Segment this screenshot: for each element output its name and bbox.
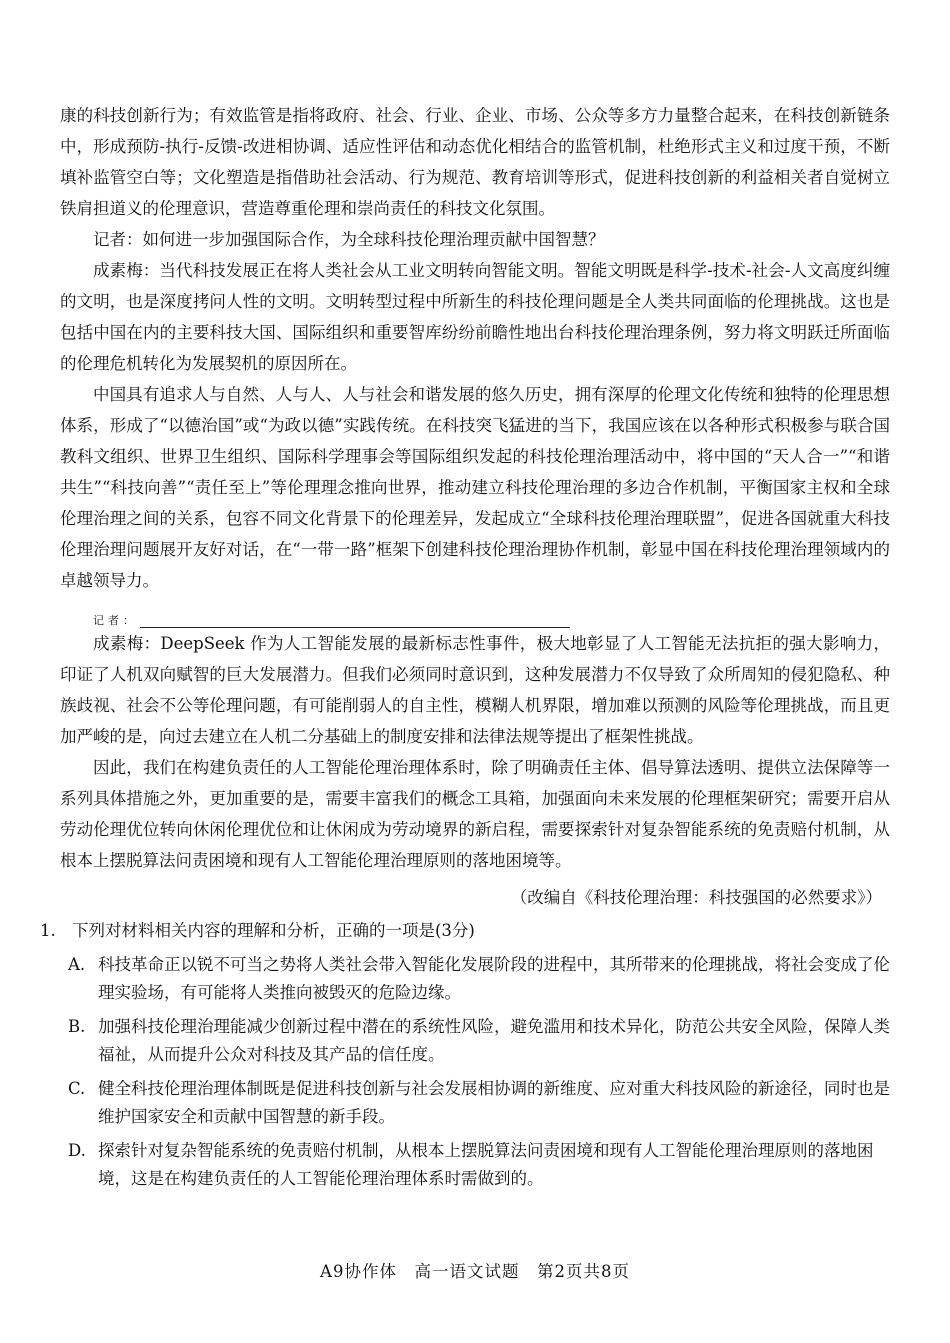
option-letter: D. bbox=[68, 1141, 86, 1160]
answer-paragraph: 因此，我们在构建负责任的人工智能伦理治理体系时，除了明确责任主体、倡导算法透明、提供立法保障等一系列具体措施之外，更加重要的是，需要丰富我们的概念工具箱，加强面向未来发展的伦理框架研究；需要开启从劳动伦理优位转向休闲伦理优位和让休闲成为劳动境界的新启程，需要探索针对复杂智能系统的免责赔付机制，从根本上摆脱算法问责困境和现有人工智能伦理治理原则的落地困境等。 bbox=[60, 758, 890, 870]
blank-label: 记者： bbox=[93, 614, 138, 627]
question-number: 1. bbox=[40, 921, 56, 940]
option-b[interactable] bbox=[68, 1013, 890, 1069]
question-stem bbox=[40, 917, 890, 945]
option-text: 加强科技伦理治理能减少创新过程中潜在的系统性风险，避免滥用和技术异化，防范公共安全风险，保障人类福祉，从而提升公众对科技及其产品的信任度。 bbox=[98, 1017, 890, 1064]
paragraph-continuation: 康的科技创新行为；有效监管是指将政府、社会、行业、企业、市场、公众等多方力量整合起来，在科技创新链条中，形成预防-执行-反馈-改进相协调、适应性评估和动态优化相结合的监管机制，杜绝形式主义和过度干预，不断填补监管空白等；文化塑造是指借助社会活动、行为规范、教育培训等形式，促进科技创新的利益相关者自觉树立铁肩担道义的伦理意识，营造尊重伦理和崇尚责任的科技文化氛围。 bbox=[60, 106, 890, 218]
question-text: 下列对材料相关内容的理解和分析，正确的一项是(3分) bbox=[72, 921, 475, 940]
option-a[interactable] bbox=[68, 951, 890, 1007]
document-page bbox=[40, 100, 890, 1193]
answer-paragraph: 成素梅：当代科技发展正在将人类社会从工业文明转向智能文明。智能文明既是科学-技术-社会-人文高度纠缠的文明，也是深度拷问人性的文明。文明转型过程中所新生的科技伦理问题是全人类共同面临的伦理挑战。这也是包括中国在内的主要科技大国、国际组织和重要智库纷纷前瞻性地出台科技伦理治理条例，努力将文明跃迁所面临的伦理危机转化为发展契机的原因所在。 bbox=[60, 261, 890, 373]
option-text: 科技革命正以锐不可当之势将人类社会带入智能化发展阶段的进程中，其所带来的伦理挑战，将社会变成了伦理实验场，有可能将人类推向被毁灭的危险边缘。 bbox=[98, 955, 890, 1002]
answer-paragraph: 中国具有追求人与自然、人与人、人与社会和谐发展的悠久历史，拥有深厚的伦理文化传统和独特的伦理思想体系，形成了“以德治国”或“为政以德”实践传统。在科技突飞猛进的当下，我国应该在以各种形式积极参与联合国教科文组织、世界卫生组织、国际科学理事会等国际组织发起的科技伦理治理活动中，将中国的“天人合一”“和谐共生”“科技向善”“责任至上”等伦理理念推向世界，推动建立科技伦理治理的多边合作机制，平衡国家主权和全球伦理治理之间的关系，包容不同文化背景下的伦理差异，发起成立“全球科技伦理治理联盟”，促进各国就重大科技伦理治理问题展开友好对话，在“一带一路”框架下创建科技伦理治理协作机制，彰显中国在科技伦理治理领域内的卓越领导力。 bbox=[60, 385, 890, 590]
option-letter: A. bbox=[68, 955, 86, 974]
answer-paragraph: 成素梅：DeepSeek 作为人工智能发展的最新标志性事件，极大地彰显了人工智能无法抗拒的强大影响力，印证了人机双向赋智的巨大发展潜力。但我们必须同时意识到，这种发展潜力不仅导致了众所周知的侵犯隐私、种族歧视、社会不公等伦理问题，有可能削弱人的自主性，模糊人机界限，增加难以预测的风险等伦理挑战，而且更加严峻的是，向过去建立在人机二分基础上的制度安排和法律法规等提出了框架性挑战。 bbox=[60, 634, 890, 746]
option-text: 探索针对复杂智能系统的免责赔付机制，从根本上摆脱算法问责困境和现有人工智能伦理治理原则的落地困境，这是在构建负责任的人工智能伦理治理体系时需做到的。 bbox=[98, 1141, 874, 1188]
page-footer: A9协作体 高一语文试题 第2页共8页 bbox=[320, 1262, 630, 1281]
fill-in-blank bbox=[60, 598, 890, 628]
reporter-question: 记者：如何进一步加强国际合作，为全球科技伦理治理贡献中国智慧？ bbox=[93, 230, 605, 249]
option-d[interactable] bbox=[68, 1137, 890, 1193]
answer-blank-line[interactable] bbox=[140, 613, 570, 628]
option-letter: B. bbox=[68, 1017, 86, 1036]
option-c[interactable] bbox=[68, 1075, 890, 1131]
option-letter: C. bbox=[68, 1079, 86, 1098]
option-text: 健全科技伦理治理体制既是促进科技创新与社会发展相协调的新维度、应对重大科技风险的新途径，同时也是维护国家安全和贡献中国智慧的新手段。 bbox=[98, 1079, 890, 1126]
source-citation: （改编自《科技伦理治理：科技强国的必然要求》） bbox=[510, 888, 882, 907]
